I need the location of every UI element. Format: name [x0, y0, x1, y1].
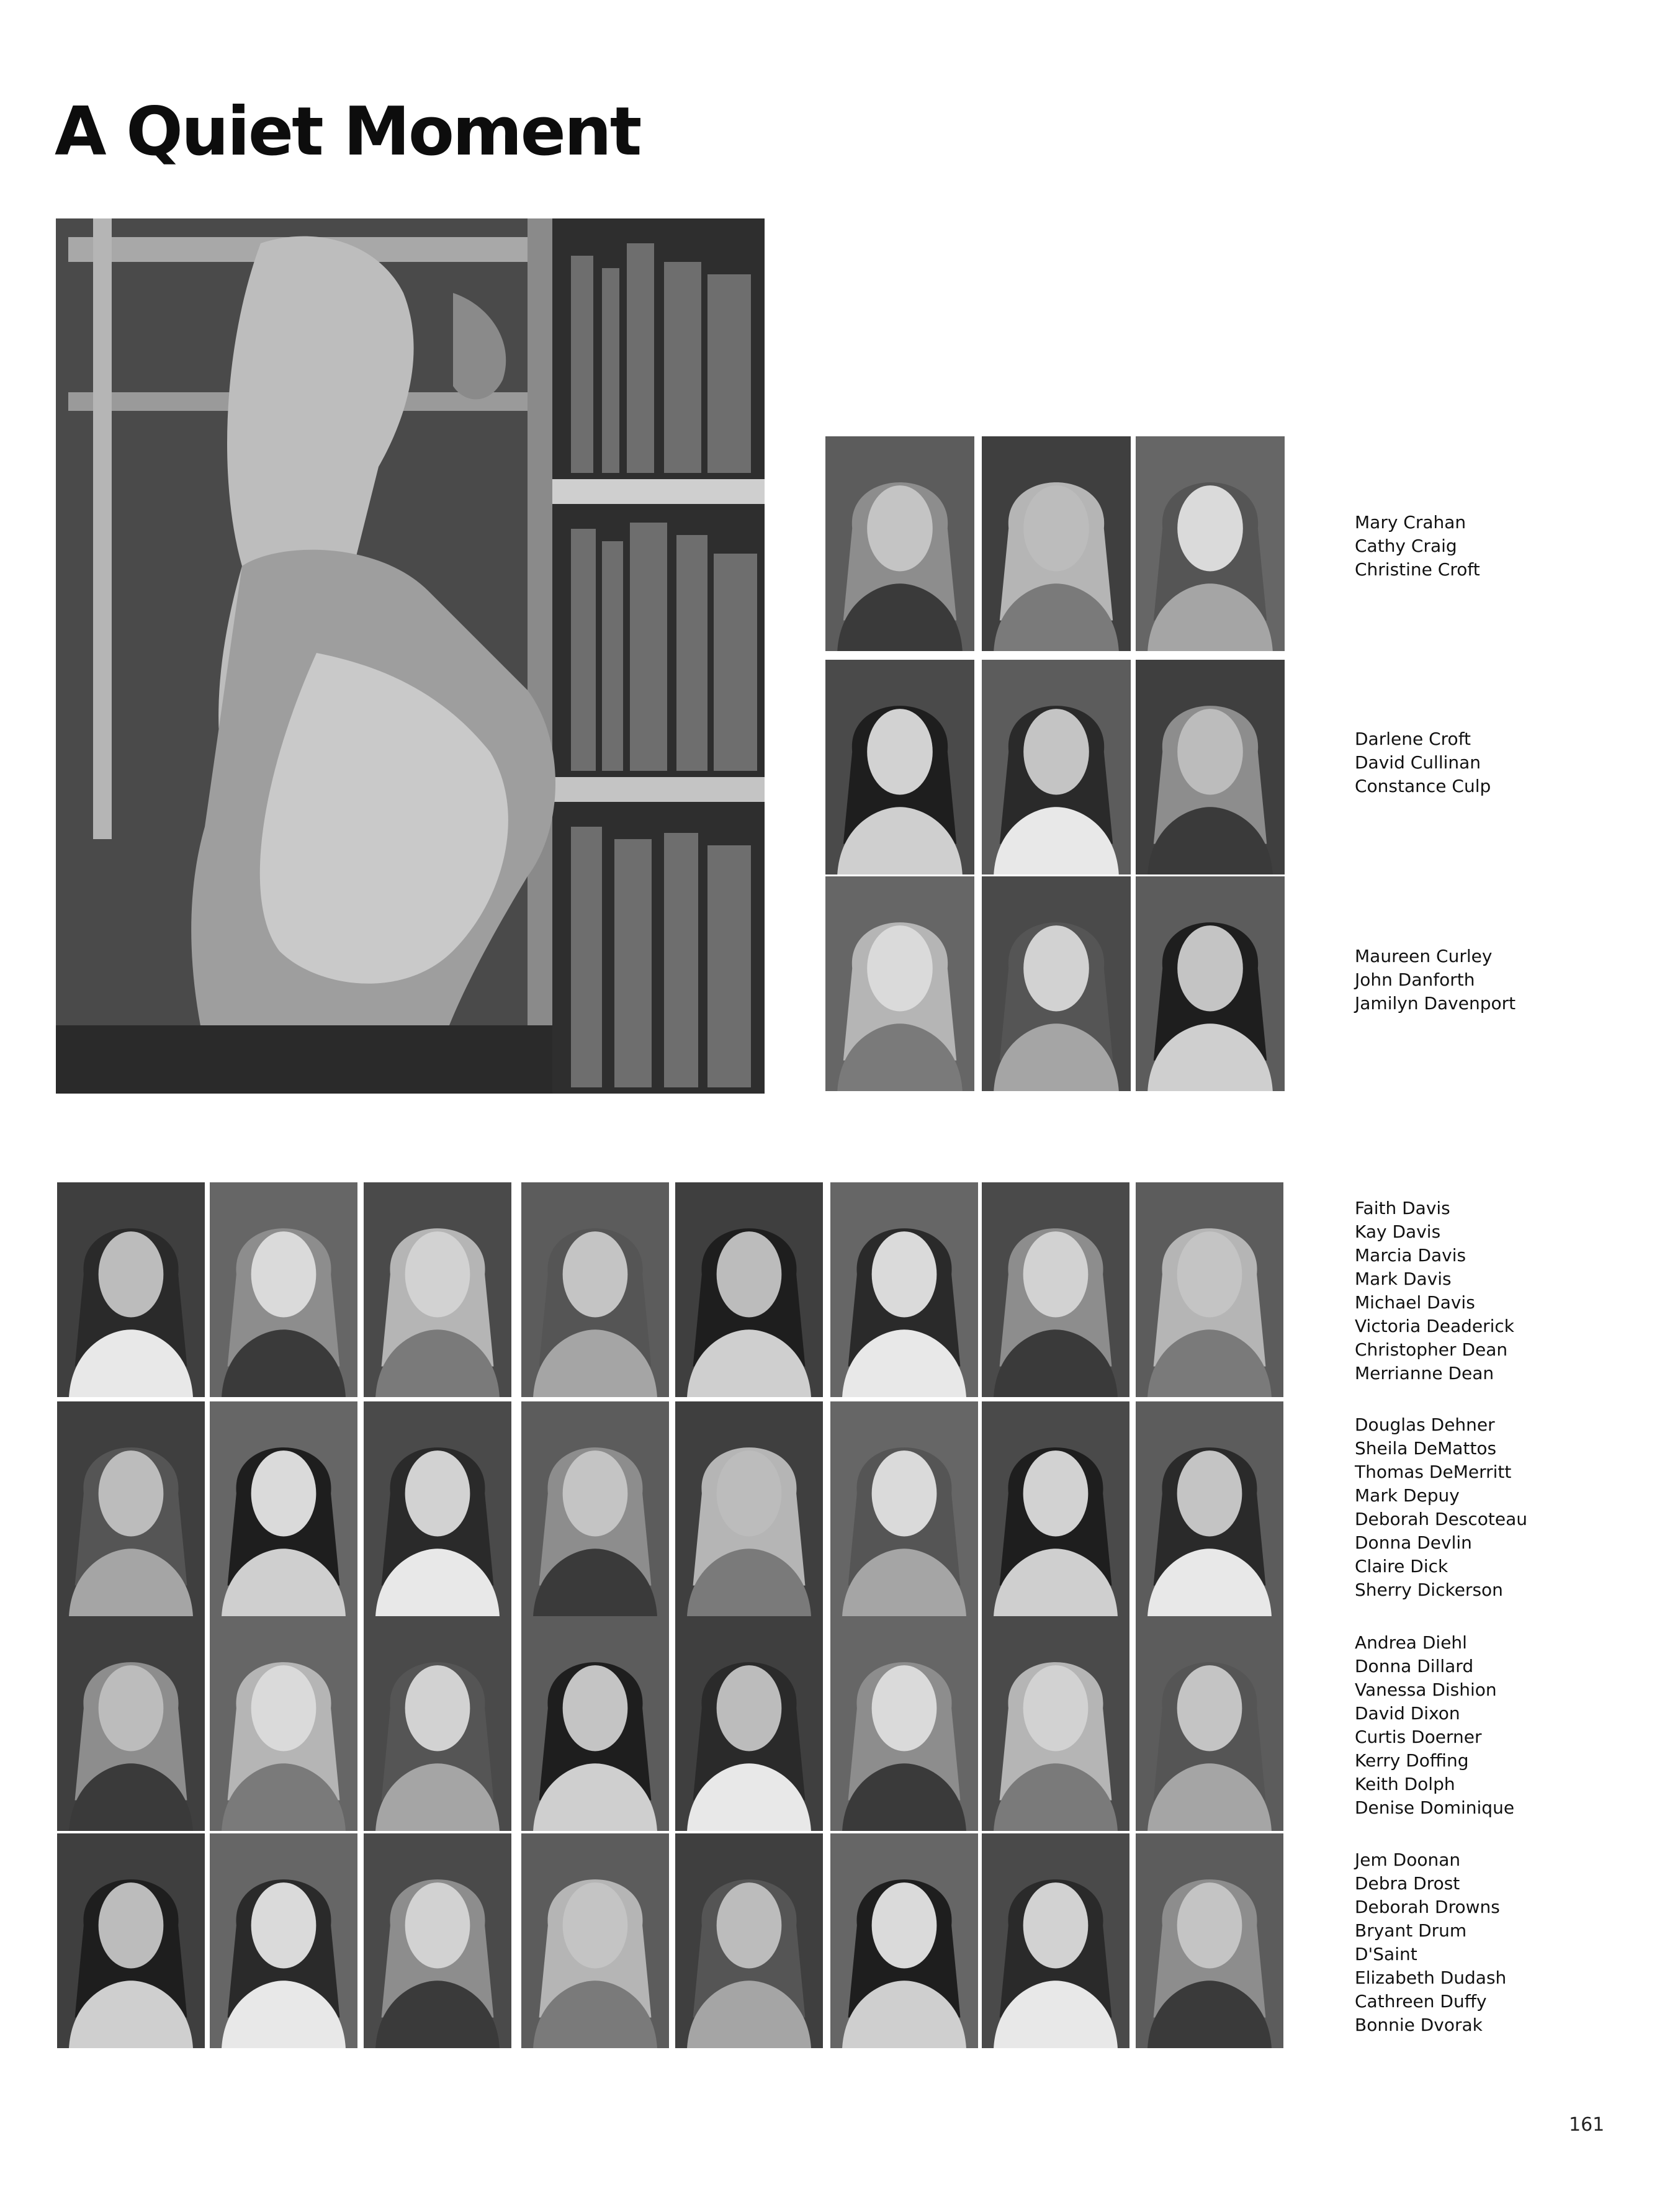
student-name: Jem Doonan: [1355, 1850, 1461, 1870]
student-portrait: [57, 1401, 205, 1616]
student-portrait: [57, 1616, 205, 1831]
student-name: Mary Crahan: [1355, 512, 1466, 533]
student-portrait: [825, 436, 974, 651]
student-portrait: [364, 1182, 511, 1397]
student-name: Douglas Dehner: [1355, 1414, 1495, 1435]
student-portrait: [57, 1182, 205, 1397]
student-portrait: [825, 660, 974, 874]
student-portrait: [675, 1616, 823, 1831]
name-list-top-row-3: [1355, 945, 1516, 1015]
student-portrait: [1136, 1401, 1283, 1616]
student-name: Keith Dolph: [1355, 1774, 1455, 1794]
student-portrait: [982, 1182, 1129, 1397]
student-name: Victoria Deaderick: [1355, 1316, 1515, 1336]
student-name: Bryant Drum: [1355, 1920, 1467, 1941]
student-name: Christopher Dean: [1355, 1339, 1508, 1360]
student-name: Merrianne Dean: [1355, 1363, 1494, 1383]
name-list-bottom-row-1: [1355, 1197, 1514, 1385]
student-portrait: [982, 1616, 1129, 1831]
student-portrait: [1136, 1833, 1283, 2048]
student-portrait: [1136, 876, 1285, 1091]
student-portrait: [210, 1182, 357, 1397]
student-name: Christine Croft: [1355, 559, 1480, 580]
student-portrait: [982, 1833, 1129, 2048]
student-portrait: [210, 1833, 357, 2048]
student-name: Cathy Craig: [1355, 536, 1457, 556]
student-name: Kay Davis: [1355, 1221, 1441, 1242]
student-portrait: [982, 660, 1131, 874]
name-list-top-row-2: [1355, 727, 1491, 798]
student-portrait: [1136, 1616, 1283, 1831]
name-list-bottom-row-3: [1355, 1631, 1514, 1820]
student-portrait: [982, 1401, 1129, 1616]
student-portrait: [675, 1182, 823, 1397]
student-portrait: [364, 1616, 511, 1831]
student-portrait: [521, 1182, 669, 1397]
student-name: Kerry Doffing: [1355, 1750, 1469, 1771]
feature-photo: [56, 218, 765, 1094]
student-name: Cathreen Duffy: [1355, 1991, 1487, 2012]
student-portrait: [57, 1833, 205, 2048]
student-name: Mark Davis: [1355, 1269, 1452, 1289]
student-portrait: [830, 1182, 978, 1397]
page-title: A Quiet Moment: [55, 93, 640, 171]
student-portrait: [982, 436, 1131, 651]
student-portrait: [830, 1616, 978, 1831]
student-name: Michael Davis: [1355, 1292, 1475, 1313]
student-name: Deborah Descoteau: [1355, 1509, 1528, 1529]
student-name: Jamilyn Davenport: [1355, 993, 1516, 1014]
student-portrait: [1136, 660, 1285, 874]
girl-at-library-bookshelf-photo: [56, 218, 765, 1094]
student-portrait: [675, 1401, 823, 1616]
student-portrait: [825, 876, 974, 1091]
student-portrait: [1136, 436, 1285, 651]
student-name: Maureen Curley: [1355, 946, 1493, 966]
student-name: Vanessa Dishion: [1355, 1679, 1497, 1700]
student-name: David Dixon: [1355, 1703, 1460, 1724]
student-name: D'Saint: [1355, 1944, 1417, 1964]
student-name: Constance Culp: [1355, 776, 1491, 796]
student-portrait: [982, 876, 1131, 1091]
student-name: Donna Devlin: [1355, 1532, 1472, 1553]
student-portrait: [364, 1401, 511, 1616]
student-portrait: [830, 1401, 978, 1616]
student-portrait: [210, 1616, 357, 1831]
student-name: Faith Davis: [1355, 1198, 1450, 1218]
student-portrait: [521, 1616, 669, 1831]
student-portrait: [521, 1401, 669, 1616]
student-portrait: [210, 1401, 357, 1616]
student-portrait: [830, 1833, 978, 2048]
student-portrait: [675, 1833, 823, 2048]
student-name: Marcia Davis: [1355, 1245, 1466, 1266]
student-name: Deborah Drowns: [1355, 1897, 1500, 1917]
student-name: Bonnie Dvorak: [1355, 2015, 1483, 2035]
student-portrait: [521, 1833, 669, 2048]
student-name: Donna Dillard: [1355, 1656, 1474, 1676]
student-name: Mark Depuy: [1355, 1485, 1460, 1506]
student-name: Thomas DeMerritt: [1355, 1462, 1512, 1482]
student-name: Darlene Croft: [1355, 729, 1471, 749]
student-name: Andrea Diehl: [1355, 1632, 1467, 1653]
student-name: Claire Dick: [1355, 1556, 1448, 1576]
page-number: 161: [1569, 2114, 1605, 2136]
name-list-bottom-row-4: [1355, 1848, 1506, 2037]
student-name: Elizabeth Dudash: [1355, 1967, 1507, 1988]
student-name: Sherry Dickerson: [1355, 1580, 1503, 1600]
student-name: David Cullinan: [1355, 752, 1481, 773]
student-name: Curtis Doerner: [1355, 1727, 1482, 1747]
name-list-top-row-1: [1355, 511, 1480, 582]
student-name: Denise Dominique: [1355, 1797, 1515, 1818]
student-portrait: [364, 1833, 511, 2048]
student-portrait: [1136, 1182, 1283, 1397]
student-name: Sheila DeMattos: [1355, 1438, 1497, 1459]
name-list-bottom-row-2: [1355, 1413, 1527, 1602]
student-name: John Danforth: [1355, 969, 1475, 990]
student-name: Debra Drost: [1355, 1873, 1460, 1894]
